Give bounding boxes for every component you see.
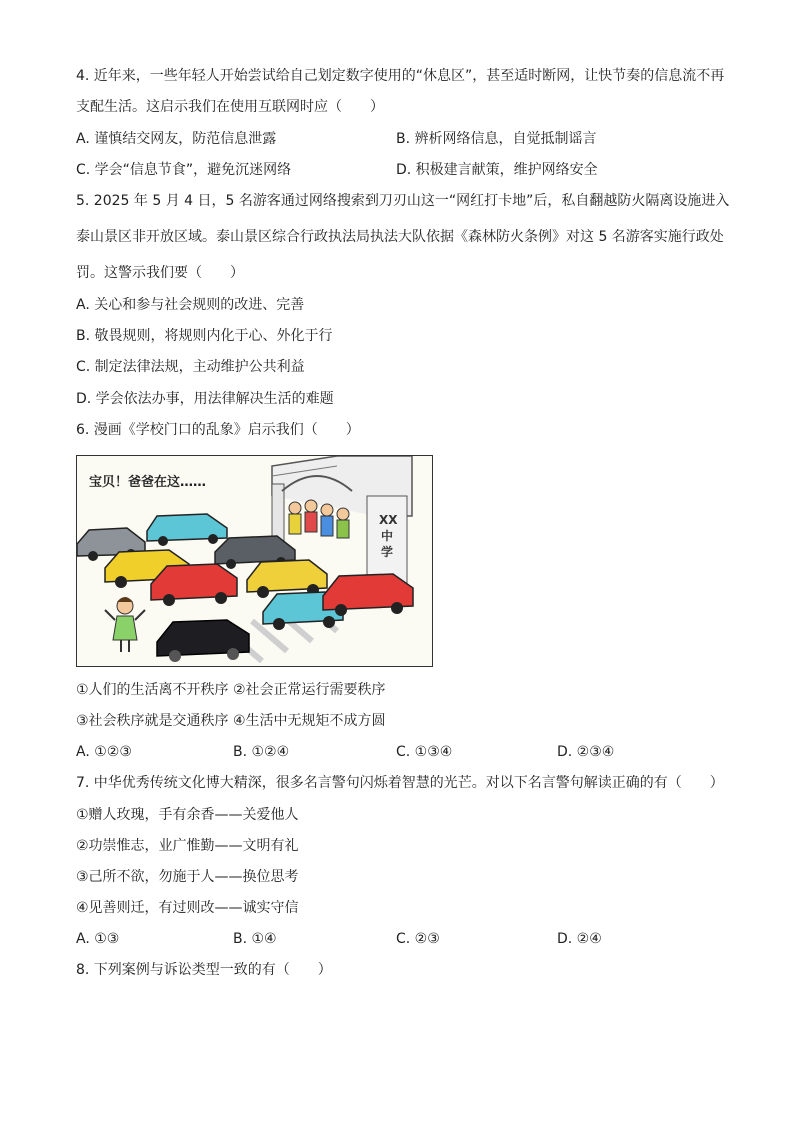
school-gate-cartoon [76, 455, 433, 667]
q7-item-2: ②功崇惟志，业广惟勤——文明有礼 [76, 838, 299, 854]
q4-stem-line1: 4. 近年来，一些年轻人开始尝试给自己划定数字使用的“休息区”，甚至适时断网，让快节奏的信息流不再 [76, 68, 725, 84]
q7-stem: 7. 中华优秀传统文化博大精深，很多名言警句闪烁着智慧的光芒。对以下名言警句解读正确的有（ ） [76, 775, 724, 791]
cartoon-illustration [77, 456, 432, 666]
q6-option-c: C. ①③④ [396, 744, 453, 760]
q4-option-d: D. 积极建言献策，维护网络安全 [396, 162, 598, 178]
q6-option-d: D. ②③④ [557, 744, 615, 760]
q7-option-c: C. ②③ [396, 931, 440, 947]
gate-label-xx: XX [379, 513, 398, 527]
q6-option-a: A. ①②③ [76, 744, 132, 760]
q5-option-c: C. 制定法律法规，主动维护公共利益 [76, 359, 305, 375]
q5-option-d: D. 学会依法办事，用法律解决生活的难题 [76, 391, 334, 407]
q6-statements-line1: ①人们的生活离不开秩序 ②社会正常运行需要秩序 [76, 682, 386, 698]
q7-item-4: ④见善则迁，有过则改——诚实守信 [76, 900, 299, 916]
q7-option-b: B. ①④ [233, 931, 277, 947]
q5-stem-line2: 泰山景区非开放区域。泰山景区综合行政执法局执法大队依据《森林防火条例》对这 5 名游客实施行政处 [76, 229, 724, 245]
gate-label-xue: 学 [381, 545, 394, 559]
speech-text: 宝贝！爸爸在这…… [89, 475, 207, 490]
q5-stem-line3: 罚。这警示我们要（ ） [76, 265, 244, 281]
q4-option-c: C. 学会“信息节食”，避免沉迷网络 [76, 162, 292, 178]
q7-option-a: A. ①③ [76, 931, 120, 947]
q5-option-a: A. 关心和参与社会规则的改进、完善 [76, 297, 305, 313]
q7-item-1: ①赠人玫瑰，手有余香——关爱他人 [76, 807, 299, 823]
q8-stem: 8. 下列案例与诉讼类型一致的有（ ） [76, 962, 332, 978]
gate-label-zhong: 中 [381, 529, 394, 543]
q4-stem-line2: 支配生活。这启示我们在使用互联网时应（ ） [76, 99, 384, 115]
q7-option-d: D. ②④ [557, 931, 602, 947]
q6-stem: 6. 漫画《学校门口的乱象》启示我们（ ） [76, 422, 360, 438]
q6-option-b: B. ①②④ [233, 744, 290, 760]
q6-statements-line2: ③社会秩序就是交通秩序 ④生活中无规矩不成方圆 [76, 713, 386, 729]
q7-item-3: ③己所不欲，勿施于人——换位思考 [76, 869, 299, 885]
q4-option-b: B. 辨析网络信息，自觉抵制谣言 [396, 131, 597, 147]
q4-option-a: A. 谨慎结交网友，防范信息泄露 [76, 131, 277, 147]
q5-stem-line1: 5. 2025 年 5 月 4 日，5 名游客通过网络搜索到刀刃山这一“网红打卡地”后，私自翻越防火隔离设施进入 [76, 193, 730, 209]
q5-option-b: B. 敬畏规则，将规则内化于心、外化于行 [76, 328, 333, 344]
